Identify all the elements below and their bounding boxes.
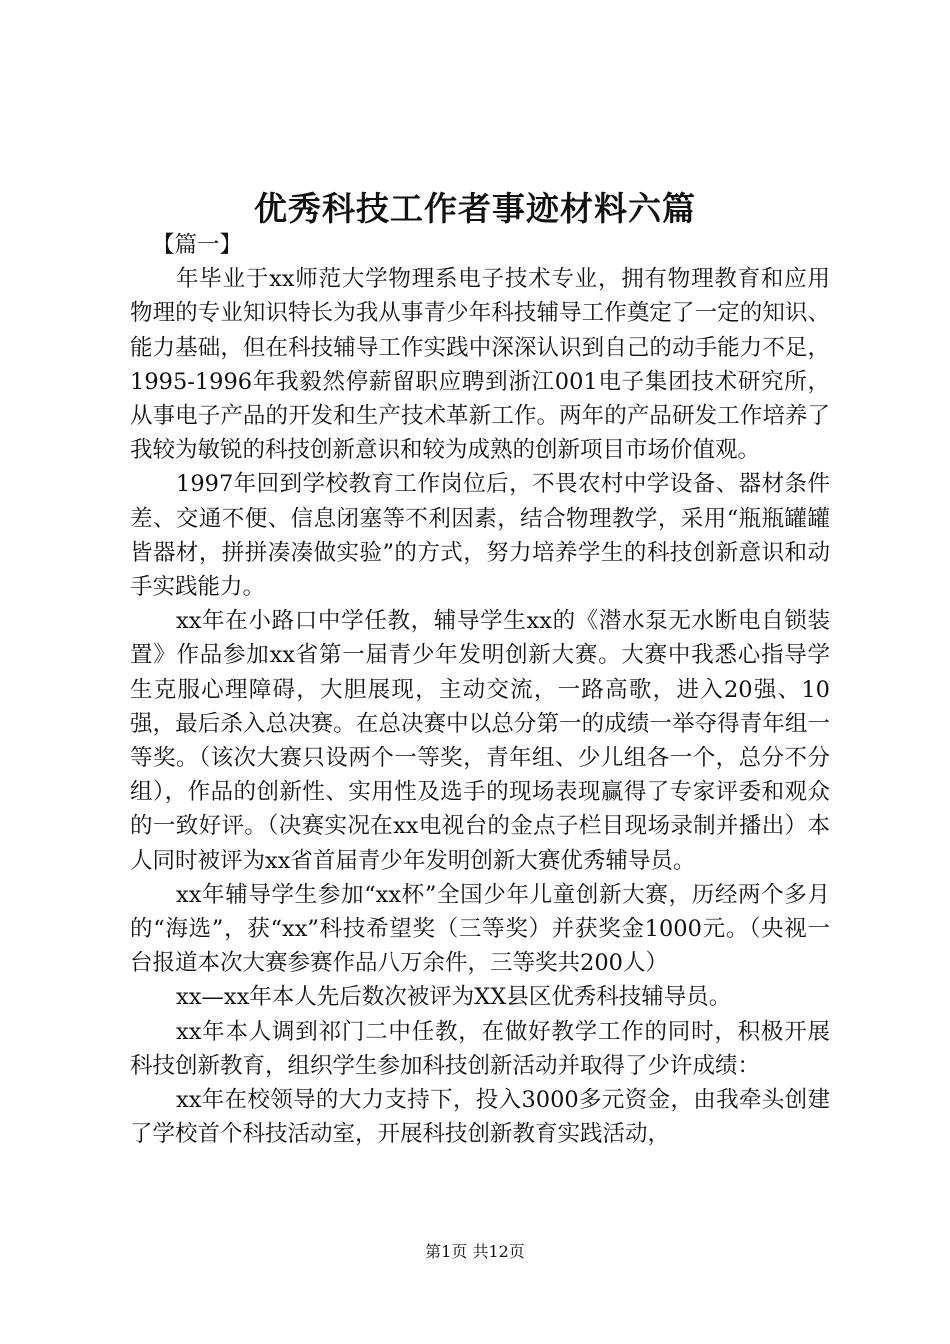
body-paragraph: xx年本人调到祁门二中任教，在做好教学工作的同时，积极开展科技创新教育，组织学生参加科技创新活动并取得了少许成绩：: [130, 1018, 830, 1079]
section-heading: 【篇一】: [152, 232, 243, 258]
body-paragraph: xx年在校领导的大力支持下，投入3000多元资金，由我牵头创建了学校首个科技活动室，开展科技创新教育实践活动，: [130, 1087, 830, 1148]
document-body: [130, 228, 830, 1151]
document-title: 优秀科技工作者事迹材料六篇: [254, 189, 696, 228]
body-paragraph: 年毕业于xx师范大学物理系电子技术专业，拥有物理教育和应用物理的专业知识特长为我从事青少年科技辅导工作奠定了一定的知识、能力基础，但在科技辅导工作实践中深深认识到自己的动手能力不足，1995-1996年我毅然停薪留职应聘到浙江001电子集团技术研究所，从事电子产品的开发和生产技术革新工作。两年的产品研发工作培养了我较为敏锐的科技创新意识和较为成熟的创新项目市场价值观。: [130, 266, 830, 464]
body-paragraph: xx—xx年本人先后数次被评为XX县区优秀科技辅导员。: [176, 984, 732, 1011]
body-paragraph: 1997年回到学校教育工作岗位后，不畏农村中学设备、器材条件差、交通不便、信息闭塞等不利因素，结合物理教学，采用“瓶瓶罐罐皆器材，拼拼凑凑做实验”的方式，努力培养学生的科技创新意识和动手实践能力。: [130, 471, 830, 601]
page-footer: 第1页 共12页: [425, 1242, 525, 1261]
body-paragraph: xx年辅导学生参加“xx杯”全国少年儿童创新大赛，历经两个多月的“海选”，获“xx”科技希望奖（三等奖）并获奖金1000元。（央视一台报道本次大赛参赛作品八万余件，三等奖共200人）: [130, 881, 830, 977]
body-paragraph: xx年在小路口中学任教，辅导学生xx的《潜水泵无水断电自锁装置》作品参加xx省第一届青少年发明创新大赛。大赛中我悉心指导学生克服心理障碍，大胆展现，主动交流，一路高歌，进入20强、10强，最后杀入总决赛。在总决赛中以总分第一的成绩一举夺得青年组一等奖。（该次大赛只设两个一等奖，青年组、少儿组各一个，总分不分组），作品的创新性、实用性及选手的现场表现赢得了专家评委和观众的一致好评。（决赛实况在xx电视台的金点子栏目现场录制并播出）本人同时被评为xx省首届青少年发明创新大赛优秀辅导员。: [130, 608, 830, 874]
